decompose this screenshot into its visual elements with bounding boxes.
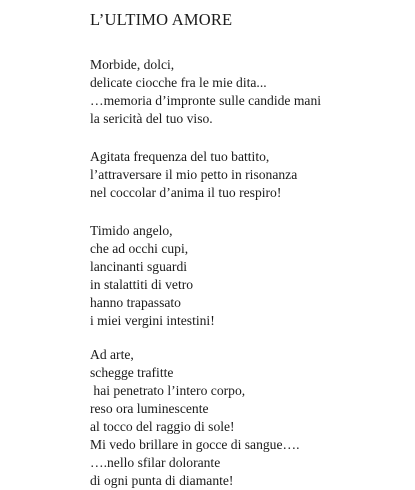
poem-line: delicate ciocche fra le mie dita... — [90, 75, 267, 90]
poem-line: Mi vedo brillare in gocce di sangue…. — [90, 437, 300, 452]
poem-line: Morbide, dolci, — [90, 57, 175, 72]
poem-line: Timido angelo, — [90, 223, 173, 238]
stanza-2 — [90, 148, 297, 202]
poem-line: schegge trafitte — [90, 365, 174, 380]
poem-line: l’attraversare il mio petto in risonanza — [90, 167, 298, 182]
poem-line: hai penetrato l’intero corpo, — [90, 383, 246, 398]
poem-line: la sericità del tuo viso. — [90, 111, 213, 126]
poem-line: ….nello sfilar dolorante — [90, 455, 221, 470]
poem-line: Agitata frequenza del tuo battito, — [90, 149, 270, 164]
poem-line: hanno trapassato — [90, 295, 181, 310]
stanza-3 — [90, 222, 215, 330]
stanza-4 — [90, 346, 300, 490]
stanza-1 — [90, 56, 321, 128]
poem-line: reso ora luminescente — [90, 401, 209, 416]
poem-line: nel coccolar d’anima il tuo respiro! — [90, 185, 282, 200]
poem-title: L’ULTIMO AMORE — [90, 10, 233, 29]
poem-line: i miei vergini intestini! — [90, 313, 215, 328]
poem-line: in stalattiti di vetro — [90, 277, 194, 292]
poem-line: lancinanti sguardi — [90, 259, 188, 274]
poem-line: di ogni punta di diamante! — [90, 473, 234, 488]
poem-line: che ad occhi cupi, — [90, 241, 189, 256]
poem-line: al tocco del raggio di sole! — [90, 419, 235, 434]
poem-line: …memoria d’impronte sulle candide mani — [90, 93, 322, 108]
poem-line: Ad arte, — [90, 347, 134, 362]
